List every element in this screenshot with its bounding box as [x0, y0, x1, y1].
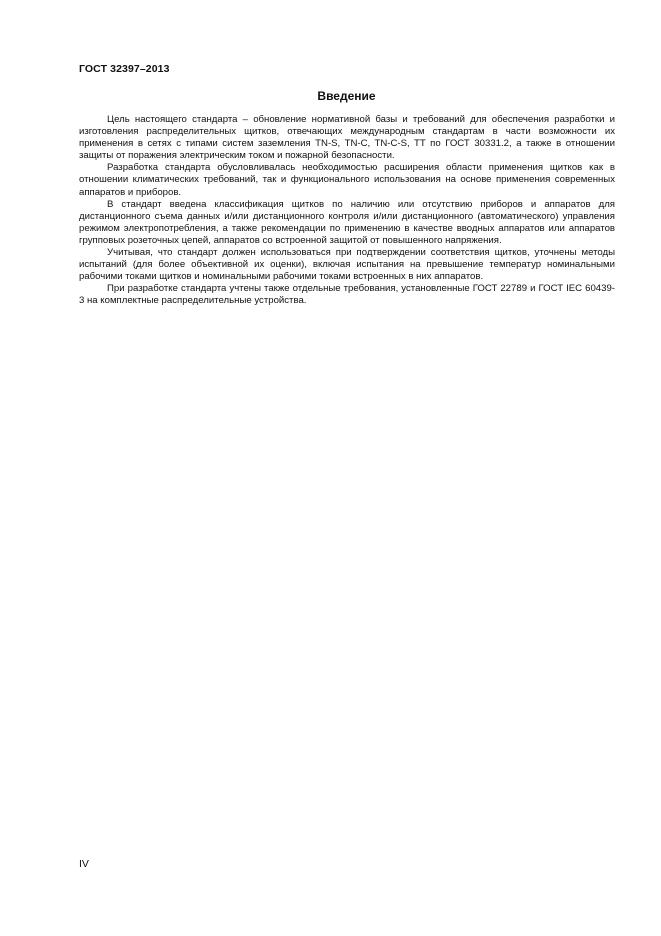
paragraph-testing: Учитывая, что стандарт должен использоваться при подтверждении соответствия щитков, уточнены методы испытаний (для более объективной их оценки), включая испытания на превышение температур номинальными рабочими токами щитков и номинальными рабочими токами встроенных в них аппаратов. [79, 247, 615, 283]
page-number: IV [79, 858, 89, 870]
paragraph-classification: В стандарт введена классификация щитков по наличию или отсутствию приборов и аппаратов для дистанционного съема данных и/или дистанционного контроля и/или дистанционного (автоматического) управления режимом электропотребления, а также рекомендации по применению в качестве вводных аппаратов или аппаратов групповых розеточных цепей, аппаратов со встроенной защитой от повышенного напряжения. [79, 198, 615, 246]
paragraph-purpose: Цель настоящего стандарта – обновление нормативной базы и требований для обеспечения разработки и изготовления распределительных щитков, отвечающих международным стандартам в части возможности их применения в сетях с типами систем заземления TN-S, TN-C, TN-C-S, TT по ГОСТ 30331.2, а также в отношении защиты от поражения электрическим током и пожарной безопасности. [79, 114, 615, 162]
paragraph-development: Разработка стандарта обусловливалась необходимостью расширения области применения щитков как в отношении климатических требований, так и функционального использования на основе применения современных аппаратов и приборов. [79, 162, 615, 198]
paragraph-requirements: При разработке стандарта учтены также отдельные требования, установленные ГОСТ 22789 и ГОСТ IEC 60439-3 на комплектные распределительные устройства. [79, 283, 615, 307]
section-title [79, 89, 614, 103]
section-title-text: Введение [317, 89, 376, 103]
standard-code-header: ГОСТ 32397–2013 [79, 63, 170, 75]
introduction-body [79, 114, 615, 308]
